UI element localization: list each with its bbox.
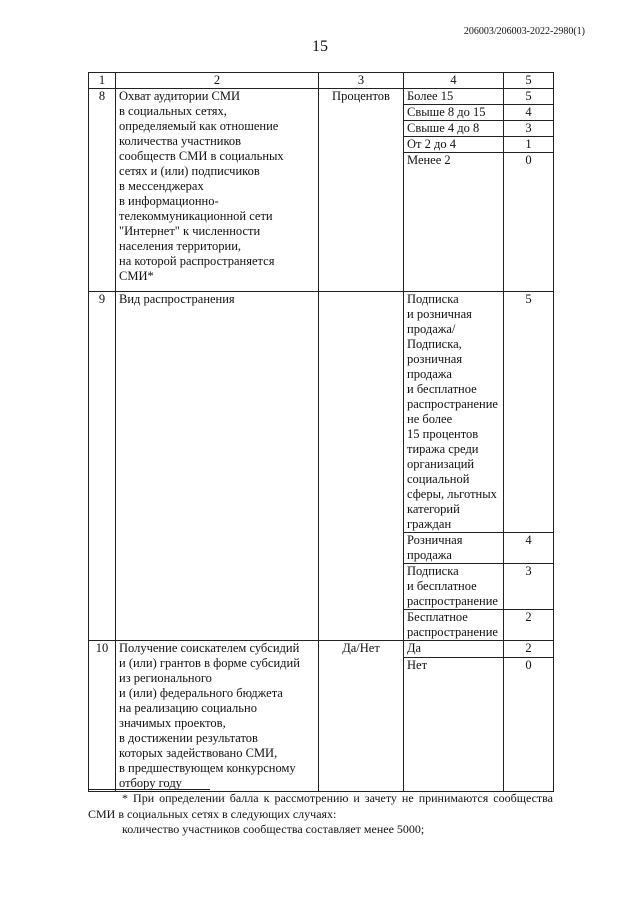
column-header: 1 xyxy=(89,73,116,89)
unit-cell: Процентов xyxy=(319,89,404,292)
score-cell: 4 xyxy=(504,105,554,121)
score-cell: 4 xyxy=(504,533,554,564)
score-cell: 2 xyxy=(504,641,554,658)
option-cell: От 2 до 4 xyxy=(404,137,504,153)
score-cell: 3 xyxy=(504,121,554,137)
criterion-cell: Вид распространения xyxy=(116,292,319,641)
score-cell: 1 xyxy=(504,137,554,153)
option-cell: Да xyxy=(404,641,504,658)
option-cell: Нет xyxy=(404,657,504,791)
criteria-table xyxy=(88,72,554,792)
score-cell: 5 xyxy=(504,292,554,533)
option-cell: Розничная продажа xyxy=(404,533,504,564)
score-cell: 2 xyxy=(504,610,554,641)
option-cell: Подписка и бесплатное распространение xyxy=(404,564,504,610)
column-header: 4 xyxy=(404,73,504,89)
score-cell: 5 xyxy=(504,89,554,105)
option-cell: Свыше 4 до 8 xyxy=(404,121,504,137)
criterion-cell: Получение соискателем субсидий и (или) грантов в форме субсидий из регионального и (или) федерального бюджета на реализацию социально значимых проектов, в достижении результатов которых задействовано СМИ, в предшествующем конкурсному отбору году xyxy=(116,641,319,792)
option-cell: Бесплатное распространение xyxy=(404,610,504,641)
column-header: 2 xyxy=(116,73,319,89)
table-row xyxy=(89,641,554,658)
document-number: 206003/206003-2022-2980(1) xyxy=(463,26,585,37)
option-cell: Подписка и розничная продажа/ Подписка, розничная продажа и бесплатное распространение не более 15 процентов тиража среди организаций социальной сферы, льготных категорий граждан xyxy=(404,292,504,533)
score-cell: 0 xyxy=(504,657,554,791)
option-cell: Свыше 8 до 15 xyxy=(404,105,504,121)
unit-cell xyxy=(319,292,404,641)
row-number: 9 xyxy=(89,292,116,641)
row-number: 8 xyxy=(89,89,116,292)
row-number: 10 xyxy=(89,641,116,792)
footnote-item: количество участников сообщества составляет менее 5000; xyxy=(122,822,425,836)
score-cell: 3 xyxy=(504,564,554,610)
table-row xyxy=(89,89,554,105)
footnote-text: * При определении балла к рассмотрению и зачету не принимаются сообщества СМИ в социальных сетях в следующих случаях: xyxy=(88,791,553,821)
column-header: 5 xyxy=(504,73,554,89)
unit-cell: Да/Нет xyxy=(319,641,404,792)
table-header-row xyxy=(89,73,554,89)
option-cell: Менее 2 xyxy=(404,153,504,292)
page-number: 15 xyxy=(312,38,328,55)
column-header: 3 xyxy=(319,73,404,89)
criterion-cell: Охват аудитории СМИ в социальных сетях, определяемый как отношение количества участников сообществ СМИ в социальных сетях и (или) подписчиков в мессенджерах в информационно- телекоммуникационной сети "Интернет" к численности населения территории, на которой распространяется СМИ* xyxy=(116,89,319,292)
table-row xyxy=(89,292,554,533)
score-cell: 0 xyxy=(504,153,554,292)
option-cell: Более 15 xyxy=(404,89,504,105)
